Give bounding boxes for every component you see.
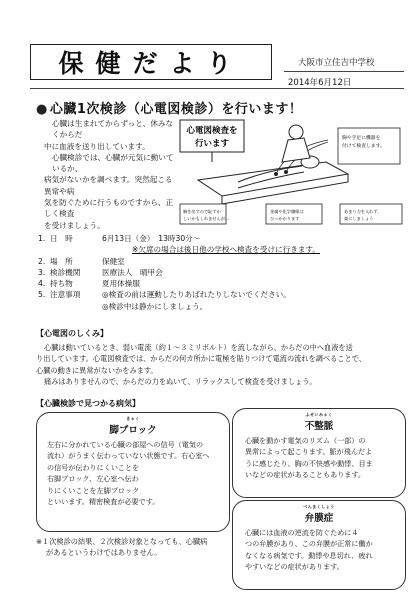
detail-row bbox=[38, 301, 320, 312]
detail-value: 医療法人 晴甲会 bbox=[102, 267, 163, 277]
detail-label: 注意事項 bbox=[50, 290, 81, 300]
box-text bbox=[233, 432, 405, 481]
note-line: ※１次検診の結果、２次検診対象となっても、心臓病 bbox=[36, 537, 208, 546]
detail-row bbox=[38, 256, 320, 267]
box-line: うに感じたり、胸の不快感や動悸、目ま bbox=[245, 458, 373, 468]
svg-text:心電図検査を: 心電図検査を bbox=[186, 126, 238, 136]
svg-text:胸を出すので恥ずか: 胸を出すので恥ずか bbox=[183, 209, 221, 214]
detail-number: 4. bbox=[38, 279, 46, 289]
detail-label: 場 所 bbox=[50, 256, 73, 266]
detail-row bbox=[38, 244, 320, 255]
box-title bbox=[233, 412, 405, 432]
title-text: 不整脈 bbox=[304, 421, 334, 432]
title-text: 弁膜症 bbox=[304, 513, 334, 524]
detail-number: 1. bbox=[38, 234, 46, 243]
box-line: やすいなどの症状があります。 bbox=[245, 562, 344, 572]
box-line: 心臓を動かす電気のリズム（一部）の bbox=[245, 436, 366, 445]
nurse-figure bbox=[282, 125, 310, 162]
ecg-line: 心臓は動いているとき、弱い電流（約１～３ミリボルト）を流しながら、からだの中へ血液を送 bbox=[44, 343, 353, 352]
detail-label: 検診機関 bbox=[50, 267, 81, 277]
caption-box-middle bbox=[266, 204, 322, 224]
box-line: いなどの症状があることもあります。 bbox=[245, 470, 366, 480]
title-ruby: ふせいみゃく bbox=[305, 412, 333, 417]
box-text bbox=[233, 524, 405, 573]
intro-line: を受けましょう。 bbox=[44, 220, 105, 230]
svg-text:ひっかかります: ひっかかります bbox=[270, 216, 300, 221]
detail-row bbox=[38, 278, 320, 289]
box-line: の信号が伝わりにくいことを bbox=[47, 462, 140, 472]
box-line: なくなる病気です。動悸や息切れ、疲れ bbox=[245, 550, 373, 560]
title-ruby: きゃく bbox=[126, 416, 140, 421]
box-line: 右脚ブロック、左心室へ伝わ bbox=[47, 474, 139, 484]
detail-number: 3. bbox=[38, 267, 46, 277]
school-name: 大阪市立住吉中学校 bbox=[298, 58, 375, 68]
ecg-section-title: 【心電図のしくみ】 bbox=[36, 329, 108, 338]
svg-text:胸や手足に機器を: 胸や手足に機器を bbox=[342, 136, 381, 141]
detail-value: 夏用体操服 bbox=[102, 279, 140, 289]
svg-text:金属や化学繊維は: 金属や化学繊維は bbox=[270, 209, 304, 214]
caption-box-bottom-right bbox=[340, 204, 402, 224]
box-title bbox=[37, 416, 229, 436]
detail-number: 2. bbox=[38, 256, 46, 266]
box-line: 左右に分かれている心臓の部屋への信号（電気の bbox=[47, 440, 204, 449]
box-title bbox=[233, 504, 405, 524]
detail-label: 持ち物 bbox=[50, 279, 73, 289]
detail-label: 日 時 bbox=[50, 234, 73, 243]
intro-paragraph bbox=[44, 118, 176, 231]
page-headline bbox=[36, 98, 302, 117]
detail-value: 6月13日（金） 13時30分～ bbox=[102, 234, 201, 243]
box-line: りにくいことを左脚ブロック bbox=[47, 485, 140, 495]
intro-line: 心臓は生まれてからずっと、休みなくからだ bbox=[52, 119, 174, 140]
result-note bbox=[36, 536, 228, 559]
ecg-line: 心臓の動きに異常がないかをみます。 bbox=[36, 365, 158, 375]
exam-details-list bbox=[38, 233, 320, 312]
intro-line: 心臓検診では、心臓が元気に動いているか、 bbox=[52, 152, 174, 174]
ecg-paragraph bbox=[36, 342, 408, 387]
intro-line: 気を防ぐために行うものですから、正しく検査 bbox=[44, 198, 174, 219]
intro-line: 病気がないかを調べます。突然起こる異常や病 bbox=[44, 175, 173, 196]
header-rule bbox=[30, 88, 404, 89]
box-line: といいます。精密検査が必要です。 bbox=[47, 497, 160, 507]
header-divider bbox=[284, 71, 404, 72]
svg-text:付けて検査します。: 付けて検査します。 bbox=[342, 144, 385, 149]
detail-value: 保健室 bbox=[102, 256, 125, 266]
box-line: つの弁膜があり、この弁膜が正常に働か bbox=[245, 539, 373, 549]
ecg-line: り出しています。心電図検査では、からだの何カ所かに電極を貼りつけて電流の流れを調べることで、 bbox=[36, 354, 366, 364]
box-line: 異常によって起こります。脈が飛んだよ bbox=[245, 447, 373, 457]
bullet-icon: ● bbox=[36, 102, 48, 117]
detail-row bbox=[38, 289, 320, 300]
arrhythmia-box bbox=[232, 408, 406, 498]
ecg-line: 痛みはありませんので、からだの力をぬいて、リラックスして検査を受けましょう。 bbox=[44, 376, 317, 386]
detail-value: ◎検診中は静かにしましょう。 bbox=[102, 301, 208, 311]
title-ruby: べんまくしょう bbox=[303, 504, 335, 509]
detail-value: ◎検査の前は運動したりあばれたりしないでください。 bbox=[102, 290, 291, 300]
detail-number: 5. bbox=[38, 290, 46, 300]
headline-text: 心臓1次検診（心電図検診）を行います！ bbox=[49, 102, 303, 117]
exam-scene-image bbox=[178, 118, 404, 228]
box-line: 心臓には血液の逆流を防ぐために４ bbox=[245, 528, 359, 537]
bundle-branch-block-box bbox=[36, 412, 230, 532]
svg-text:しいかもしれませんが…: しいかもしれませんが… bbox=[183, 216, 230, 221]
detail-row bbox=[38, 233, 320, 244]
intro-line: 中に血液を送り出しています。 bbox=[44, 141, 150, 151]
diseases-section-title: 【心臓検診で見つかる病気】 bbox=[36, 399, 140, 408]
svg-text:楽にしましょう: 楽にしましょう bbox=[344, 216, 374, 221]
svg-text:あまり力を入れず、: あまり力を入れず、 bbox=[344, 209, 382, 214]
detail-row bbox=[38, 267, 320, 278]
caption-box-left bbox=[180, 204, 229, 224]
caption-box-right bbox=[338, 128, 400, 164]
svg-text:行います: 行います bbox=[194, 139, 230, 149]
box-line: 流れ）がうまく伝わっていない状態です。右心室へ bbox=[47, 451, 210, 461]
newsletter-title: 保健だより bbox=[58, 49, 244, 78]
newsletter-title-box bbox=[30, 44, 272, 80]
title-text: 脚ブロック bbox=[109, 425, 157, 436]
ecg-exam-illustration bbox=[178, 118, 404, 228]
note-line: があるというわけではありません。 bbox=[46, 548, 162, 558]
absence-note: ※欠席の場合は後日他の学校へ検査を受けに行きます。 bbox=[132, 245, 321, 255]
sign-board bbox=[180, 120, 244, 162]
issue-date: 2014年6月12日 bbox=[288, 78, 352, 88]
valvular-disease-box bbox=[232, 500, 406, 590]
box-text bbox=[37, 436, 229, 507]
